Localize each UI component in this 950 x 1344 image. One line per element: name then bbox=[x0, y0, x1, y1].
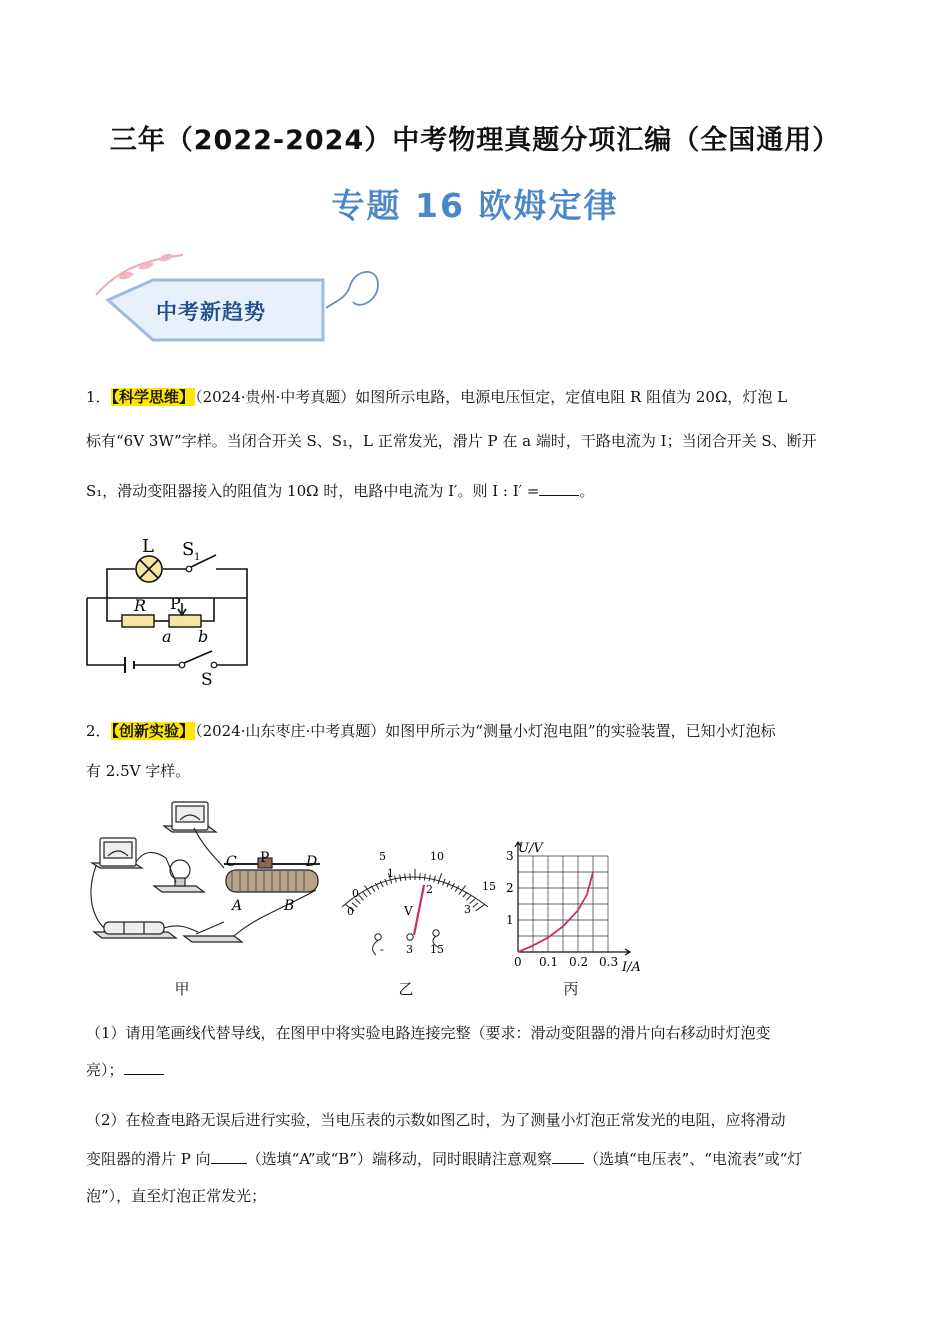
terminal-p-label: P bbox=[260, 850, 270, 866]
top-tick-15: 15 bbox=[482, 880, 496, 893]
q1-number: 1． bbox=[86, 388, 111, 406]
q2-text1: （2024·山东枣庄·中考真题）如图甲所示为“测量小灯泡电阻”的实验装置，已知小灯泡标 bbox=[195, 722, 776, 740]
q1-text1: （2024·贵州·中考真题）如图所示电路，电源电压恒定，定值电阻 R 阻值为 20Ω，灯泡 L bbox=[195, 388, 788, 406]
switch-label: S bbox=[201, 670, 213, 688]
q2-sub2-text2a: 变阻器的滑片 P 向 bbox=[86, 1150, 211, 1168]
bottom-tick-0: 0 bbox=[352, 887, 359, 900]
q2-line2: 有 2.5V 字样。 bbox=[86, 762, 191, 780]
chart-xtick: 0.3 bbox=[599, 955, 619, 969]
q1-text3-end: 。 bbox=[579, 482, 595, 500]
dial-tick bbox=[429, 874, 430, 881]
q2-sub1-answer-blank[interactable] bbox=[124, 1060, 164, 1075]
q2-sub2-line3: 泡”），直至灯泡正常发光； bbox=[86, 1187, 267, 1205]
terminal-b-label: B bbox=[284, 898, 295, 914]
dial-tick bbox=[473, 903, 478, 907]
ui-chart bbox=[500, 830, 650, 975]
section-banner bbox=[88, 240, 388, 350]
slider-label: P bbox=[170, 594, 181, 613]
terminal-c-label: C bbox=[226, 854, 237, 870]
chart-ytick: 1 bbox=[506, 913, 514, 927]
chart-axes bbox=[515, 842, 630, 955]
dial-tick bbox=[476, 904, 485, 910]
q1-text3: S₁，滑动变阻器接入的阻值为 10Ω 时，电路中电流为 I′。则 I : I′ = bbox=[86, 482, 540, 500]
q1-circuit-diagram bbox=[84, 533, 254, 688]
q2-number: 2． bbox=[86, 722, 111, 740]
chart-ylabel: U/V bbox=[518, 841, 543, 856]
q1-answer-blank[interactable] bbox=[539, 481, 579, 496]
switch1-subscript: 1 bbox=[194, 552, 201, 563]
dial-tick bbox=[466, 895, 471, 900]
end-a-label: a bbox=[162, 627, 172, 646]
bottom-tick-3: 3 bbox=[464, 903, 471, 916]
chart-ytick: 2 bbox=[506, 881, 514, 895]
q1-tag: 【科学思维】 bbox=[111, 388, 195, 406]
terminal-3: 3 bbox=[406, 943, 413, 956]
bottom-tick-1: 1 bbox=[387, 867, 394, 880]
top-tick-5: 5 bbox=[379, 850, 386, 863]
terminal-minus: - bbox=[380, 943, 384, 956]
q2-sub2-blank-observe[interactable] bbox=[552, 1149, 584, 1164]
dial-needle bbox=[414, 885, 424, 935]
apparatus-figure bbox=[84, 798, 332, 958]
topic-title: 专题 16 欧姆定律 bbox=[331, 186, 619, 225]
chart-ytick: 3 bbox=[506, 849, 514, 863]
bottom-tick-2: 2 bbox=[426, 883, 433, 896]
top-tick-0: 0 bbox=[347, 905, 354, 918]
q2-sub1-line1: （1）请用笔画线代替导线，在图甲中将实验电路连接完整（要求：滑动变阻器的滑片向右移动时灯泡变 bbox=[86, 1024, 771, 1042]
q2-sub1-line2 bbox=[86, 1060, 866, 1080]
chart-xtick: 0.1 bbox=[539, 955, 559, 969]
document-title: 三年（2022-2024）中考物理真题分项汇编（全国通用） bbox=[109, 125, 841, 156]
q2-sub2-line2 bbox=[86, 1149, 866, 1169]
dial-tick bbox=[438, 873, 441, 883]
q2-tag: 【创新实验】 bbox=[111, 722, 195, 740]
terminal-a-label: A bbox=[232, 898, 243, 914]
banner-label: 中考新趋势 bbox=[156, 300, 266, 324]
dial-tick bbox=[424, 874, 425, 881]
q2-sub1-text2: 亮）； bbox=[86, 1061, 124, 1079]
q1-line2: 标有“6V 3W”字样。当闭合开关 S、S₁，L 正常发光，滑片 P 在 a 端时，干路电流为 I；当闭合开关 S、断开 bbox=[86, 432, 817, 450]
q2-sub2-line1: （2）在检查电路无误后进行实验，当电压表的示数如图乙时，为了测量小灯泡正常发光的电阻，应将滑动 bbox=[86, 1111, 786, 1129]
q2-sub2-text2b: （选填“A”或“B”）端移动，同时眼睛注意观察 bbox=[246, 1150, 552, 1168]
lamp-label: L bbox=[142, 536, 154, 557]
chart-xlabel: I/A bbox=[622, 960, 641, 975]
q2-line1 bbox=[86, 721, 866, 741]
dial-tick bbox=[359, 895, 364, 900]
chart-series-curve bbox=[518, 872, 593, 952]
q2-sub2-text2c: （选填“电压表”、“电流表”或“灯 bbox=[583, 1150, 803, 1168]
voltmeter-dial-figure bbox=[330, 845, 500, 960]
chart-xtick: 0.2 bbox=[569, 955, 589, 969]
dial-tick bbox=[363, 892, 367, 897]
q1-line1 bbox=[86, 387, 866, 407]
terminal-d-label: D bbox=[306, 854, 318, 870]
q1-line3 bbox=[86, 481, 866, 501]
q2-sub2-blank-direction[interactable] bbox=[211, 1149, 247, 1164]
chart-xtick: 0 bbox=[514, 955, 522, 969]
top-tick-10: 10 bbox=[430, 850, 444, 863]
dial-tick bbox=[434, 876, 436, 883]
chart-axis-lines bbox=[515, 842, 630, 955]
end-b-label: b bbox=[198, 627, 209, 646]
caption-fig-c: 丙 bbox=[563, 980, 579, 998]
terminal-15: 15 bbox=[430, 943, 444, 956]
caption-fig-b: 乙 bbox=[398, 980, 414, 998]
caption-fig-a: 甲 bbox=[174, 980, 190, 998]
chart-grid bbox=[518, 856, 608, 952]
switch1-label: S bbox=[182, 539, 195, 560]
dial-unit: V bbox=[404, 904, 413, 918]
resistor-label: R bbox=[134, 596, 147, 615]
